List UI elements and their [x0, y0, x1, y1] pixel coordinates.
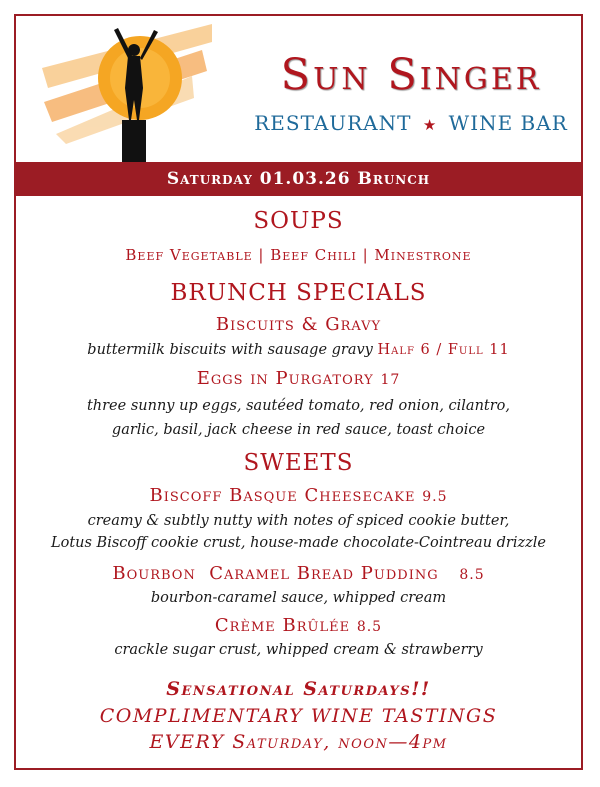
- item-name: Bourbon Caramel Bread Pudding: [112, 563, 439, 584]
- eggs-desc-line-1: three sunny up eggs, sautéed tomato, red onion, cilantro,: [86, 398, 511, 414]
- creme-brulee-desc: crackle sugar crust, whipped cream & strawberry: [114, 642, 483, 658]
- sun-singer-statue-icon: [42, 16, 212, 166]
- soups-list: Beef Vegetable | Beef Chili | Minestrone: [125, 246, 472, 264]
- item-price: Half 6 / Full 11: [377, 342, 510, 358]
- bread-pudding-desc: bourbon-caramel sauce, whipped cream: [150, 590, 447, 606]
- menu-item-biscuits-gravy: Biscuits & Gravy: [215, 314, 382, 335]
- sweets-heading: SWEETS: [243, 450, 354, 476]
- brunch-specials-heading: BRUNCH SPECIALS: [170, 280, 427, 306]
- item-price: 8.5: [356, 619, 383, 635]
- promo-schedule: EVERY Saturday, noon—4pm: [149, 731, 448, 753]
- item-name: Crème Brûlée: [214, 615, 351, 636]
- restaurant-subtitle: [236, 111, 586, 135]
- item-name: Eggs in Purgatory: [196, 368, 374, 389]
- item-name: Biscoff Basque Cheesecake: [149, 485, 416, 506]
- subtitle-restaurant: RESTAURANT: [254, 111, 412, 135]
- soups-heading: SOUPS: [253, 208, 344, 234]
- menu-item-biscuits-gravy-desc: [16, 342, 581, 358]
- item-price: 9.5: [422, 489, 448, 505]
- menu-item-creme-brulee: [16, 615, 581, 636]
- item-price: 17: [380, 372, 401, 388]
- restaurant-name: Sun Singer: [280, 50, 542, 100]
- item-description: buttermilk biscuits with sausage gravy: [87, 342, 373, 358]
- star-icon: ★: [422, 116, 438, 134]
- cheesecake-desc-line-1: creamy & subtly nutty with notes of spiced cookie butter,: [87, 513, 510, 529]
- promo-headline: Sensational Saturdays!!: [166, 678, 431, 700]
- cheesecake-desc-line-2: Lotus Biscoff cookie crust, house-made chocolate-Cointreau drizzle: [50, 535, 547, 551]
- menu-item-biscoff-cheesecake: [16, 485, 581, 506]
- menu-item-eggs-in-purgatory: [16, 368, 581, 389]
- eggs-desc-line-2: garlic, basil, jack cheese in red sauce, toast choice: [111, 422, 486, 438]
- date-banner: Saturday 01.03.26 Brunch: [16, 162, 581, 196]
- promo-wine-tastings: COMPLIMENTARY WINE TASTINGS: [99, 705, 498, 727]
- subtitle-wine-bar: WINE BAR: [448, 111, 568, 135]
- menu-item-bread-pudding: [16, 563, 581, 584]
- item-price: 8.5: [459, 567, 485, 583]
